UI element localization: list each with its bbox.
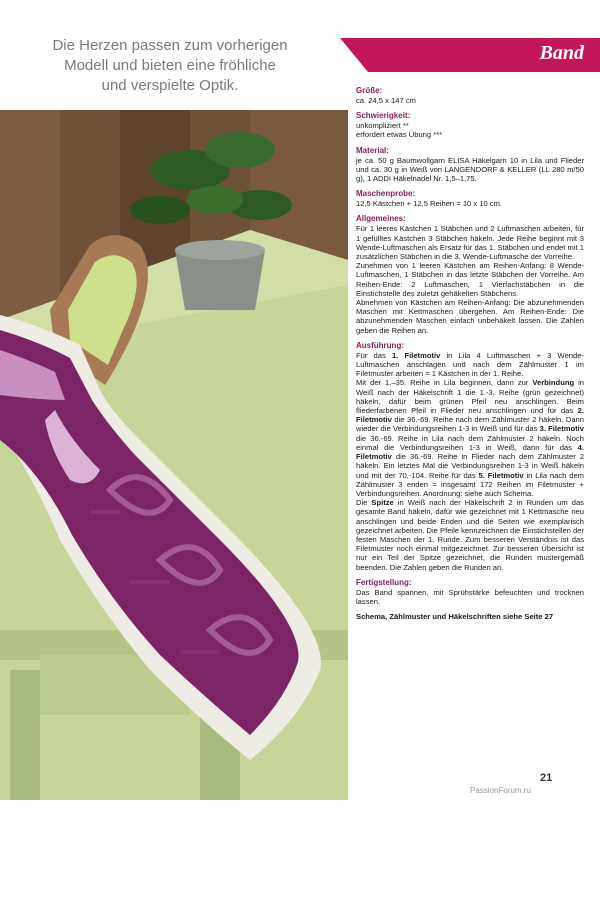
text-schwierigkeit-1: unkompliziert ** bbox=[356, 121, 409, 131]
text-run: in Weiß nach der Häkelschrift 1 die 1.-3. Reihe (grün gezeichnet) häkeln, dafür beim grünen Pfeil neu anschlingen. Beim fliederfarbenen Pfeil in Flieder neu anschlingen und für das bbox=[356, 378, 584, 416]
text-maschenprobe: 12,5 Kästchen + 12,5 Reihen = 10 x 10 cm. bbox=[356, 199, 503, 209]
watermark-footer: PassionForum.ru bbox=[470, 786, 531, 795]
caption-line-2: Modell und bieten eine fröhliche bbox=[64, 57, 276, 74]
section-schwierigkeit bbox=[356, 111, 584, 139]
text-groesse: ca. 24,5 x 147 cm bbox=[356, 96, 416, 105]
heading-maschenprobe: Maschenprobe: bbox=[356, 189, 416, 199]
section-tab bbox=[340, 38, 600, 72]
bold-term: Spitze bbox=[371, 498, 394, 508]
product-photo bbox=[0, 110, 348, 879]
bold-term: 1. Filetmotiv bbox=[391, 350, 441, 360]
text-run: Mit der 1.–35. Reihe in Lila beginnen, dann zur bbox=[356, 378, 533, 388]
text-schwierigkeit-2: erfordert etwas Übung *** bbox=[356, 130, 443, 140]
text-material: je ca. 50 g Baumwollgarn ELISA Häkelgarn 10 in Lila und Flieder und ca. 30 g in Weiß von LANGENDORF & KELLER (LL 280 m/50 g), 1 ADDI Häkelnadel Nr. 1,5–1,75. bbox=[356, 155, 584, 184]
text-ausfuehrung-2 bbox=[356, 378, 584, 498]
heading-fertigstellung: Fertigstellung: bbox=[356, 577, 412, 587]
text-fertigstellung: Das Band spannen, mit Sprühstärke befeuchten und trocknen lassen. bbox=[356, 587, 584, 606]
text-run: Die bbox=[356, 498, 372, 508]
text-run: die 36.-69. Reihe in Lila nach dem Zählmuster 2 häkeln. Noch einmal die Verbindungsreihen 1-3 in Weiß, dann für das bbox=[356, 433, 584, 452]
text-ausfuehrung-3 bbox=[356, 498, 584, 572]
text-run: in Lila nach dem Zählmuster 3 enden = insgesamt 172 Reihen im Filetmuster + Verbindungsreihen. Anordnung: siehe auch Schema. bbox=[356, 470, 584, 498]
heading-groesse: Größe: bbox=[356, 86, 383, 95]
section-ausfuehrung bbox=[356, 341, 584, 572]
bold-term: 2. Filetmotiv bbox=[356, 406, 584, 425]
photo-credit: Entwurf: K. Eul bbox=[322, 826, 332, 879]
text-run: Für das bbox=[356, 350, 392, 360]
heading-schwierigkeit: Schwierigkeit: bbox=[356, 111, 411, 121]
instructions-column bbox=[356, 86, 584, 621]
section-material bbox=[356, 146, 584, 184]
photo-caption bbox=[20, 36, 320, 96]
text-run: die 36.-69. Reihe in Flieder nach dem Zählmuster 2 häkeln. Ein letztes Mal die Verbindungsreihen 1-3 in Weiß häkeln und mit der 70.-104. Reihe für das bbox=[356, 452, 584, 480]
section-allgemeines bbox=[356, 214, 584, 334]
text-run: die 36.-69. Reihe nach dem Zählmuster 2 häkeln. Dann wieder die Verbindungsreihen 1-3 in Weiß und für das bbox=[356, 415, 584, 434]
bold-term: 4. Filetmotiv bbox=[356, 442, 584, 462]
bold-term: 3. Filetmotiv bbox=[539, 424, 584, 434]
text-allgemeines-3: Abnehmen von Kästchen am Reihen-Anfang: Die abzunehmenden Maschen mit Kettmaschen übergehen. Am Reihen-Ende: Die abzunehmenden Maschen einfach unbehäkelt lassen. Die Zahlen geben die Reihen an. bbox=[356, 298, 584, 335]
section-groesse bbox=[356, 86, 584, 105]
photo-illustration bbox=[0, 110, 348, 800]
section-fertigstellung bbox=[356, 578, 584, 606]
heading-ausfuehrung: Ausführung: bbox=[356, 340, 404, 350]
page-number: 21 bbox=[540, 772, 553, 784]
bold-term: 5. Filetmotiv bbox=[478, 470, 524, 480]
caption-line-1: Die Herzen passen zum vorherigen bbox=[52, 37, 288, 54]
reference-note: Schema, Zählmuster und Häkelschriften siehe Seite 27 bbox=[356, 612, 554, 622]
caption-line-3: und verspielte Optik. bbox=[101, 77, 239, 94]
text-run: in Lila 4 Luftmaschen + 3 Wende-Luftmaschen anschlagen und nach dem Zählmuster 1 im Filetmuster arbeiten = 1 Kästchen in der 1. Reihe. bbox=[356, 350, 585, 379]
text-allgemeines-2: Zunehmen von 1 leeren Kästchen am Reihen-Anfang: 8 Wende-Luftmaschen, 1 Stäbchen in das letzte Stäbchen der Vorreihe. Am Reihen-Ende: 2 Luftmaschen, 1 Vierfachstäbchen in die Einstichstelle des zuletzt gehäkelten Stäbchens. bbox=[356, 261, 584, 298]
text-allgemeines-1: Für 1 leeres Kästchen 1 Stäbchen und 2 Luftmaschen arbeiten, für 1 gefülltes Kästchen 3 Stäbchen häkeln. Jede Reihe beginnt mit 3 Wende-Luftmaschen als Ersatz für das 1. Stäbchen und endet mit 1 zusätzlichen Stäbchen in die 3. Wende-Luftmasche der Vorreihe. bbox=[356, 224, 584, 262]
heading-material: Material: bbox=[356, 145, 389, 155]
section-maschenprobe bbox=[356, 189, 584, 208]
text-ausfuehrung-1 bbox=[356, 351, 584, 379]
section-title: Band bbox=[539, 42, 584, 64]
bold-term: Verbindung bbox=[532, 378, 575, 388]
heading-allgemeines: Allgemeines: bbox=[356, 214, 406, 224]
text-run: in Weiß nach der Häkelschrift 2 in Runden um das gesamte Band häkeln, dafür wie gezeichnet mit 1 Kettmasche neu anschlingen und beide Enden und die Seiten wie exemplarisch gezeichnet arbeiten. Die Pfeile kennzeichnen die Einstichstellen der festen Maschen der 1. Runde. Zum besseren Verständnis ist das Filetmuster noch einmal mitgezeichnet. Zur besseren Übersicht ist nur ein Teil der Spitze gezeichnet, die Runden mustergemäß beenden. Die Zahlen geben die Runden an. bbox=[356, 498, 584, 572]
